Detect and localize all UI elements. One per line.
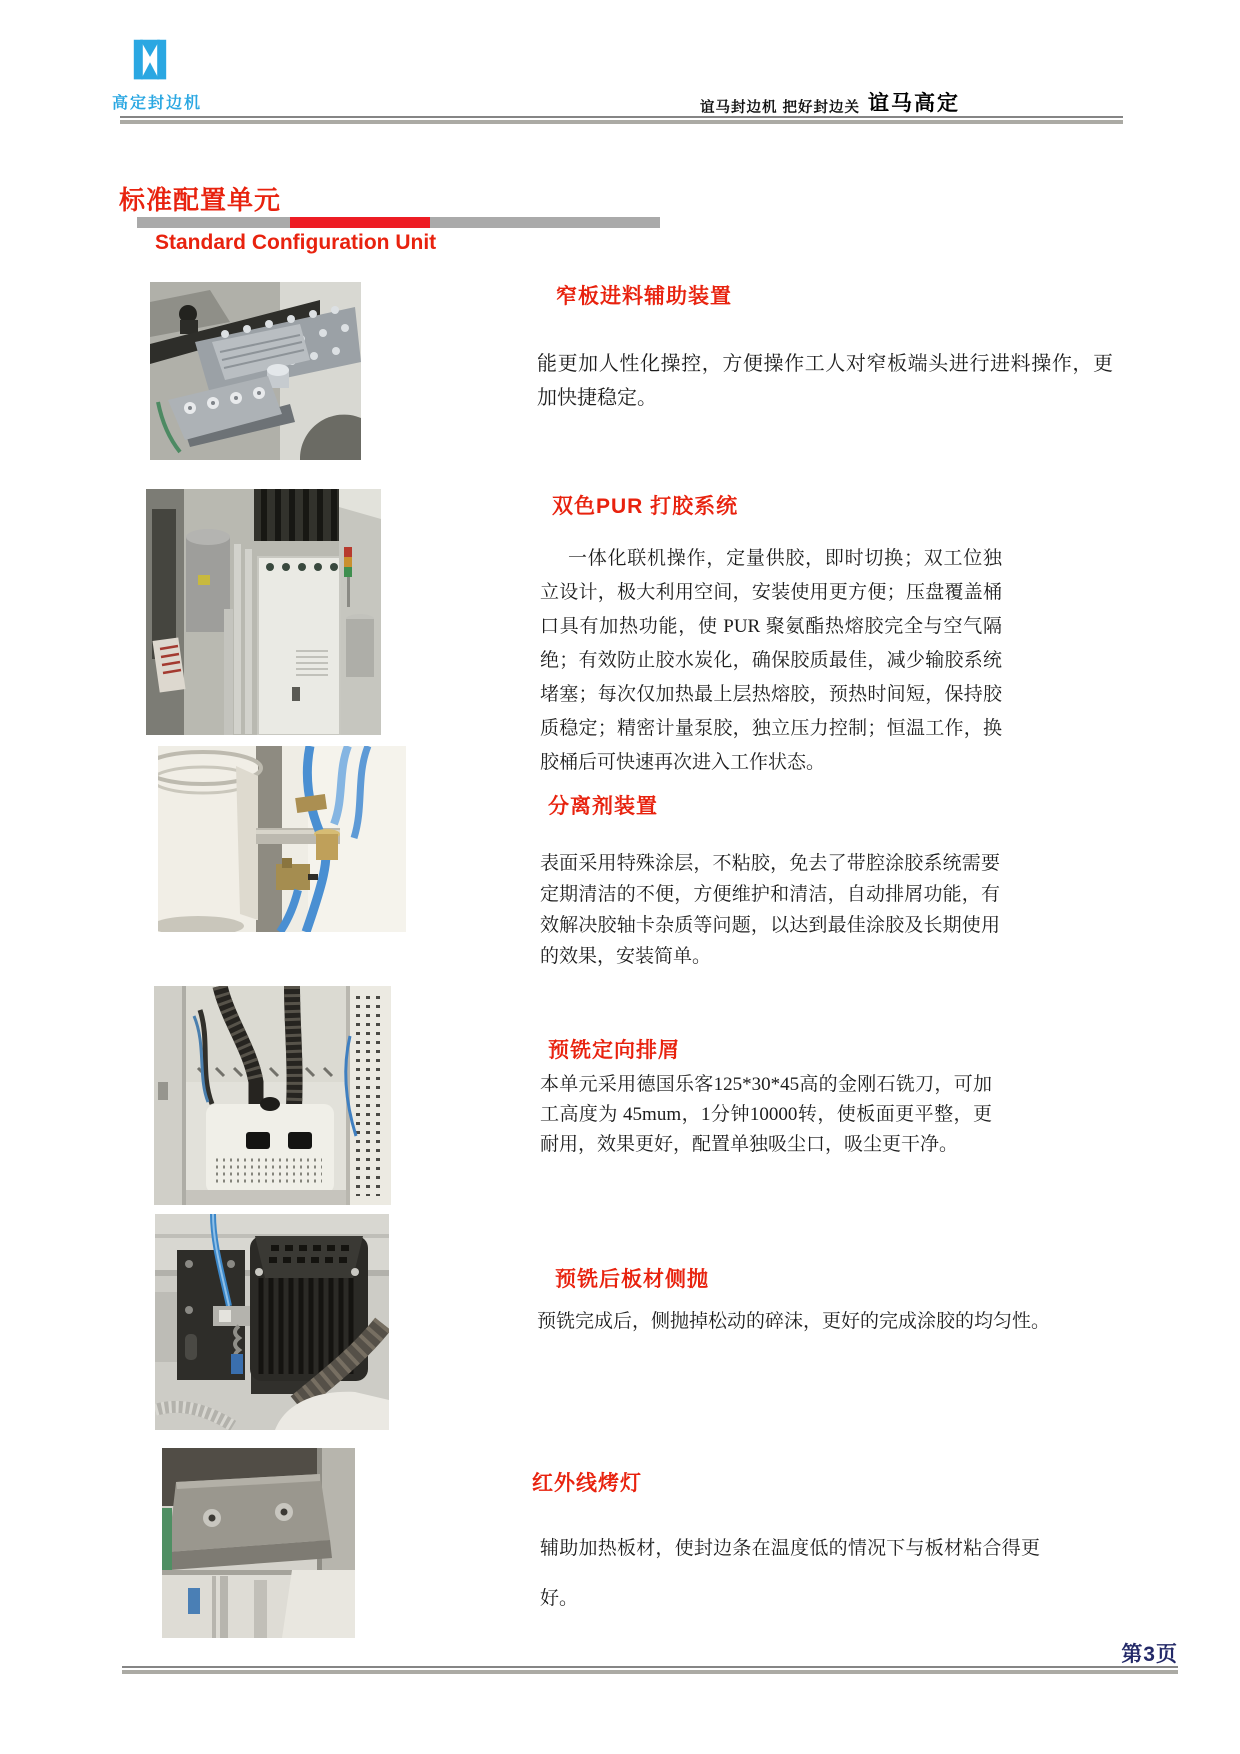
photo-side-buffing-motor (155, 1214, 389, 1430)
footer-divider (122, 1666, 1178, 1674)
header-slogan: 谊马封边机 把好封边关 (700, 100, 861, 116)
header-divider (120, 116, 1123, 124)
photo-premilling-dust-extraction (154, 986, 391, 1205)
section-heading-separator-device: 分离剂装置 (548, 795, 658, 818)
title-underline-red-segment (290, 217, 430, 228)
photo-pur-glue-system (146, 489, 381, 735)
section-heading-premilling-chip-removal: 预铣定向排屑 (548, 1039, 680, 1062)
title-underline-bar (137, 217, 660, 228)
section-heading-side-buffing: 预铣后板材侧抛 (555, 1268, 709, 1291)
section-heading-infrared-lamp: 红外线烤灯 (532, 1472, 642, 1495)
photo-infrared-lamp (162, 1448, 355, 1638)
header-brand-mark: 谊马高定 (868, 92, 960, 115)
brand-name: 高定封边机 (112, 95, 203, 112)
section-body-pur-glue-system: 一体化联机操作，定量供胶，即时切换；双工位独立设计，极大利用空间，安装使用更方便；压盘覆盖桶口具有加热功能，使 PUR 聚氨酯热熔胶完全与空气隔绝；有效防止胶水炭化，确保胶质最佳，减少输胶系统堵塞；每次仅加热最上层热熔胶，预热时间短，保持胶质稳定；精密计量泵胶，独立压力控制；恒温工作，换胶桶后可快速再次进入工作状态。 (540, 548, 1002, 773)
section-body-premilling-chip-removal: 本单元采用德国乐客125*30*45高的金刚石铣刀，可加工高度为 45mum，1分钟10000转，使板面更平整，更耐用，效果更好，配置单独吸尘口，吸尘更干净。 (540, 1074, 992, 1155)
page-title: 标准配置单元 (119, 185, 282, 215)
photo-separator-device (158, 746, 406, 932)
section-heading-narrow-board-feeding: 窄板进料辅助装置 (556, 285, 732, 308)
page-number: 第3页 (1121, 1643, 1178, 1666)
section-body-side-buffing: 预铣完成后，侧抛掉松动的碎沫，更好的完成涂胶的均匀性。 (537, 1311, 1051, 1332)
photo-narrow-board-feeding-aid (150, 282, 361, 460)
section-body-infrared-lamp: 辅助加热板材，使封边条在温度低的情况下与板材粘合得更好。 (540, 1538, 1040, 1609)
brand-logo-icon (132, 38, 168, 84)
section-body-separator-device: 表面采用特殊涂层，不粘胶，免去了带腔涂胶系统需要定期清洁的不便，方便维护和清洁，自动排屑功能，有效解决胶轴卡杂质等问题，以达到最佳涂胶及长期使用的效果，安装简单。 (540, 853, 1000, 967)
section-body-narrow-board-feeding: 能更加人性化操控，方便操作工人对窄板端头进行进料操作，更加快捷稳定。 (537, 353, 1113, 409)
page-subtitle: Standard Configuration Unit (155, 231, 437, 254)
section-heading-pur-glue-system: 双色PUR 打胶系统 (552, 495, 739, 518)
